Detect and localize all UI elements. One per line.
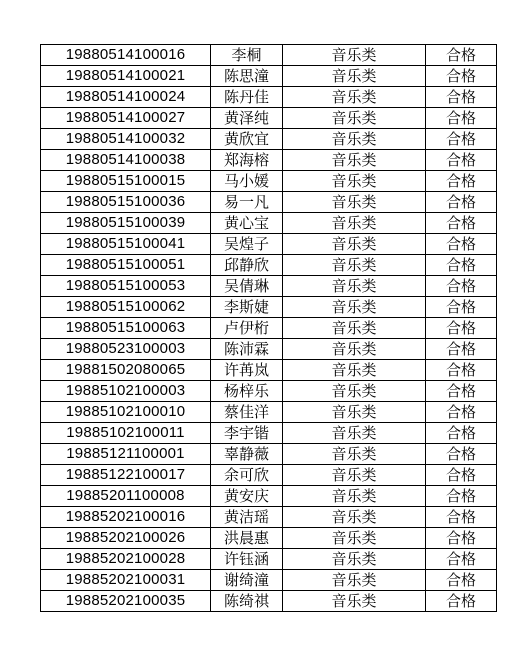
table-row [41, 87, 497, 108]
candidate-name-cell: 郑海榕 [211, 150, 283, 171]
table-row [41, 360, 497, 381]
result-cell: 合格 [426, 381, 497, 402]
result-cell: 合格 [426, 402, 497, 423]
candidate-id-cell: 19885102100010 [41, 402, 211, 423]
candidate-name-cell: 马小媛 [211, 171, 283, 192]
table-row [41, 528, 497, 549]
candidate-id-cell: 19880515100062 [41, 297, 211, 318]
table-row [41, 591, 497, 612]
result-cell: 合格 [426, 549, 497, 570]
category-cell: 音乐类 [283, 444, 426, 465]
candidate-name-cell: 李桐 [211, 45, 283, 66]
table-row [41, 549, 497, 570]
candidate-name-cell: 黄洁瑶 [211, 507, 283, 528]
candidate-id-cell: 19880514100038 [41, 150, 211, 171]
candidate-id-cell: 19885202100035 [41, 591, 211, 612]
candidate-name-cell: 易一凡 [211, 192, 283, 213]
candidate-name-cell: 谢绮潼 [211, 570, 283, 591]
candidate-name-cell: 黄心宝 [211, 213, 283, 234]
table-row [41, 192, 497, 213]
result-cell: 合格 [426, 213, 497, 234]
candidate-name-cell: 陈沛霖 [211, 339, 283, 360]
candidate-id-cell: 19885202100016 [41, 507, 211, 528]
candidate-name-cell: 邱静欣 [211, 255, 283, 276]
result-cell: 合格 [426, 486, 497, 507]
table-row [41, 297, 497, 318]
table-row [41, 507, 497, 528]
table-row [41, 402, 497, 423]
results-table [40, 44, 497, 612]
result-cell: 合格 [426, 444, 497, 465]
candidate-id-cell: 19880514100021 [41, 66, 211, 87]
table-row [41, 276, 497, 297]
category-cell: 音乐类 [283, 171, 426, 192]
category-cell: 音乐类 [283, 45, 426, 66]
table-row [41, 486, 497, 507]
table-row [41, 255, 497, 276]
category-cell: 音乐类 [283, 66, 426, 87]
candidate-name-cell: 卢伊桁 [211, 318, 283, 339]
candidate-id-cell: 19880515100015 [41, 171, 211, 192]
result-cell: 合格 [426, 171, 497, 192]
result-cell: 合格 [426, 423, 497, 444]
candidate-id-cell: 19885102100003 [41, 381, 211, 402]
candidate-name-cell: 吴倩琳 [211, 276, 283, 297]
category-cell: 音乐类 [283, 297, 426, 318]
result-cell: 合格 [426, 339, 497, 360]
category-cell: 音乐类 [283, 276, 426, 297]
table-row [41, 66, 497, 87]
candidate-id-cell: 19880515100039 [41, 213, 211, 234]
result-cell: 合格 [426, 45, 497, 66]
category-cell: 音乐类 [283, 507, 426, 528]
candidate-name-cell: 李斯婕 [211, 297, 283, 318]
category-cell: 音乐类 [283, 108, 426, 129]
candidate-name-cell: 吴煌子 [211, 234, 283, 255]
results-table-body [41, 45, 497, 612]
candidate-name-cell: 许钰涵 [211, 549, 283, 570]
candidate-id-cell: 19885201100008 [41, 486, 211, 507]
category-cell: 音乐类 [283, 549, 426, 570]
candidate-id-cell: 19885121100001 [41, 444, 211, 465]
result-cell: 合格 [426, 129, 497, 150]
result-cell: 合格 [426, 87, 497, 108]
table-row [41, 108, 497, 129]
category-cell: 音乐类 [283, 234, 426, 255]
candidate-name-cell: 陈绮祺 [211, 591, 283, 612]
candidate-id-cell: 19880514100032 [41, 129, 211, 150]
result-cell: 合格 [426, 255, 497, 276]
candidate-id-cell: 19880514100024 [41, 87, 211, 108]
candidate-name-cell: 许苒岚 [211, 360, 283, 381]
table-row [41, 318, 497, 339]
candidate-name-cell: 洪晨惠 [211, 528, 283, 549]
category-cell: 音乐类 [283, 423, 426, 444]
candidate-name-cell: 辜静薇 [211, 444, 283, 465]
category-cell: 音乐类 [283, 192, 426, 213]
category-cell: 音乐类 [283, 318, 426, 339]
category-cell: 音乐类 [283, 528, 426, 549]
candidate-name-cell: 李宇锴 [211, 423, 283, 444]
table-row [41, 213, 497, 234]
result-cell: 合格 [426, 507, 497, 528]
result-cell: 合格 [426, 276, 497, 297]
candidate-name-cell: 蔡佳洋 [211, 402, 283, 423]
category-cell: 音乐类 [283, 87, 426, 108]
table-row [41, 423, 497, 444]
table-row [41, 129, 497, 150]
table-row [41, 570, 497, 591]
category-cell: 音乐类 [283, 570, 426, 591]
candidate-id-cell: 19880514100016 [41, 45, 211, 66]
results-sheet [40, 44, 496, 612]
category-cell: 音乐类 [283, 255, 426, 276]
candidate-id-cell: 19885202100031 [41, 570, 211, 591]
candidate-id-cell: 19880515100041 [41, 234, 211, 255]
table-row [41, 339, 497, 360]
candidate-name-cell: 陈思潼 [211, 66, 283, 87]
result-cell: 合格 [426, 360, 497, 381]
candidate-id-cell: 19885102100011 [41, 423, 211, 444]
category-cell: 音乐类 [283, 360, 426, 381]
result-cell: 合格 [426, 528, 497, 549]
category-cell: 音乐类 [283, 339, 426, 360]
result-cell: 合格 [426, 192, 497, 213]
table-row [41, 234, 497, 255]
candidate-id-cell: 19880523100003 [41, 339, 211, 360]
table-row [41, 45, 497, 66]
candidate-name-cell: 黄安庆 [211, 486, 283, 507]
result-cell: 合格 [426, 234, 497, 255]
result-cell: 合格 [426, 465, 497, 486]
candidate-id-cell: 19885202100026 [41, 528, 211, 549]
category-cell: 音乐类 [283, 486, 426, 507]
table-row [41, 444, 497, 465]
table-row [41, 465, 497, 486]
category-cell: 音乐类 [283, 129, 426, 150]
candidate-name-cell: 黄欣宜 [211, 129, 283, 150]
result-cell: 合格 [426, 570, 497, 591]
table-row [41, 381, 497, 402]
candidate-name-cell: 余可欣 [211, 465, 283, 486]
candidate-id-cell: 19881502080065 [41, 360, 211, 381]
result-cell: 合格 [426, 108, 497, 129]
category-cell: 音乐类 [283, 381, 426, 402]
result-cell: 合格 [426, 150, 497, 171]
candidate-id-cell: 19880515100051 [41, 255, 211, 276]
candidate-id-cell: 19885202100028 [41, 549, 211, 570]
candidate-name-cell: 黄泽纯 [211, 108, 283, 129]
category-cell: 音乐类 [283, 213, 426, 234]
candidate-name-cell: 杨梓乐 [211, 381, 283, 402]
table-row [41, 150, 497, 171]
result-cell: 合格 [426, 66, 497, 87]
category-cell: 音乐类 [283, 591, 426, 612]
candidate-id-cell: 19880515100036 [41, 192, 211, 213]
candidate-id-cell: 19880515100053 [41, 276, 211, 297]
result-cell: 合格 [426, 297, 497, 318]
category-cell: 音乐类 [283, 150, 426, 171]
candidate-id-cell: 19880514100027 [41, 108, 211, 129]
candidate-id-cell: 19885122100017 [41, 465, 211, 486]
candidate-name-cell: 陈丹佳 [211, 87, 283, 108]
candidate-id-cell: 19880515100063 [41, 318, 211, 339]
table-row [41, 171, 497, 192]
category-cell: 音乐类 [283, 402, 426, 423]
result-cell: 合格 [426, 318, 497, 339]
result-cell: 合格 [426, 591, 497, 612]
category-cell: 音乐类 [283, 465, 426, 486]
